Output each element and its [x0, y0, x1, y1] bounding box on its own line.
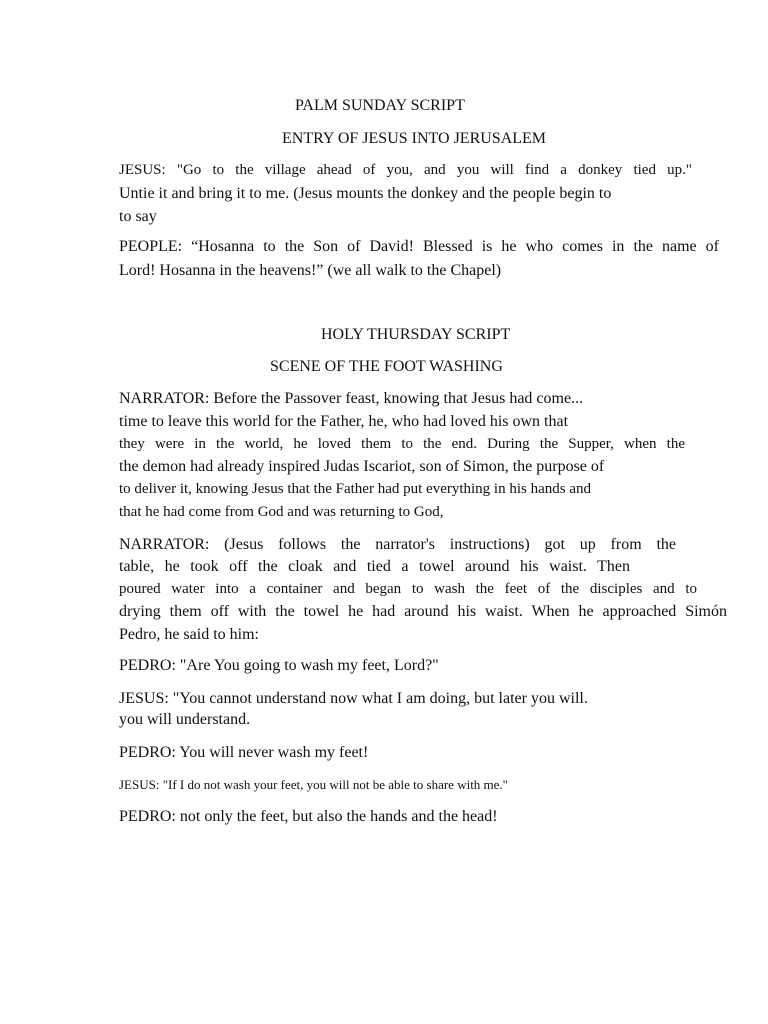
people-line-2: Lord! Hosanna in the heavens!” (we all walk to the Chapel) [119, 262, 502, 279]
holy-thursday-title: HOLY THURSDAY SCRIPT [321, 326, 511, 343]
palm-sunday-subtitle: ENTRY OF JESUS INTO JERUSALEM [282, 130, 547, 147]
holy-thursday-subtitle: SCENE OF THE FOOT WASHING [270, 358, 503, 375]
pedro-line-1: PEDRO: "Are You going to wash my feet, Lord?" [119, 657, 439, 674]
jesus-line-1: JESUS: "Go to the village ahead of you, and you will find a donkey tied up." [119, 162, 692, 178]
jesus-line-3: to say [119, 208, 157, 225]
jesus-reply-line-1: JESUS: "You cannot understand now what I am doing, but later you will. [119, 690, 588, 707]
narrator1-line-3: they were in the world, he loved them to the end. During the Supper, when the [119, 436, 685, 452]
narrator1-line-1: NARRATOR: Before the Passover feast, knowing that Jesus had come... [119, 390, 584, 407]
pedro-line-3: PEDRO: not only the feet, but also the hands and the head! [119, 808, 498, 825]
narrator2-line-4: drying them off with the towel he had around his waist. When he approached Simón [119, 603, 727, 620]
jesus-reply-line-3: JESUS: "If I do not wash your feet, you will not be able to share with me." [119, 777, 508, 792]
narrator2-line-3: poured water into a container and began to wash the feet of the disciples and to [119, 581, 697, 597]
jesus-line-2: Untie it and bring it to me. (Jesus mounts the donkey and the people begin to [119, 185, 612, 202]
jesus-reply-line-2: you will understand. [119, 711, 251, 728]
pedro-line-2: PEDRO: You will never wash my feet! [119, 744, 369, 761]
palm-sunday-title: PALM SUNDAY SCRIPT [295, 97, 465, 114]
narrator2-line-2: table, he took off the cloak and tied a towel around his waist. Then [119, 558, 630, 575]
narrator1-line-2: time to leave this world for the Father, he, who had loved his own that [119, 413, 569, 430]
people-line-1: PEOPLE: “Hosanna to the Son of David! Blessed is he who comes in the name of [119, 238, 719, 255]
narrator1-line-6: that he had come from God and was returning to God, [119, 504, 444, 520]
narrator1-line-4: the demon had already inspired Judas Iscariot, son of Simon, the purpose of [119, 458, 605, 475]
narrator2-line-1: NARRATOR: (Jesus follows the narrator's instructions) got up from the [119, 536, 676, 553]
narrator2-line-5: Pedro, he said to him: [119, 626, 259, 643]
narrator1-line-5: to deliver it, knowing Jesus that the Father had put everything in his hands and [119, 481, 592, 497]
